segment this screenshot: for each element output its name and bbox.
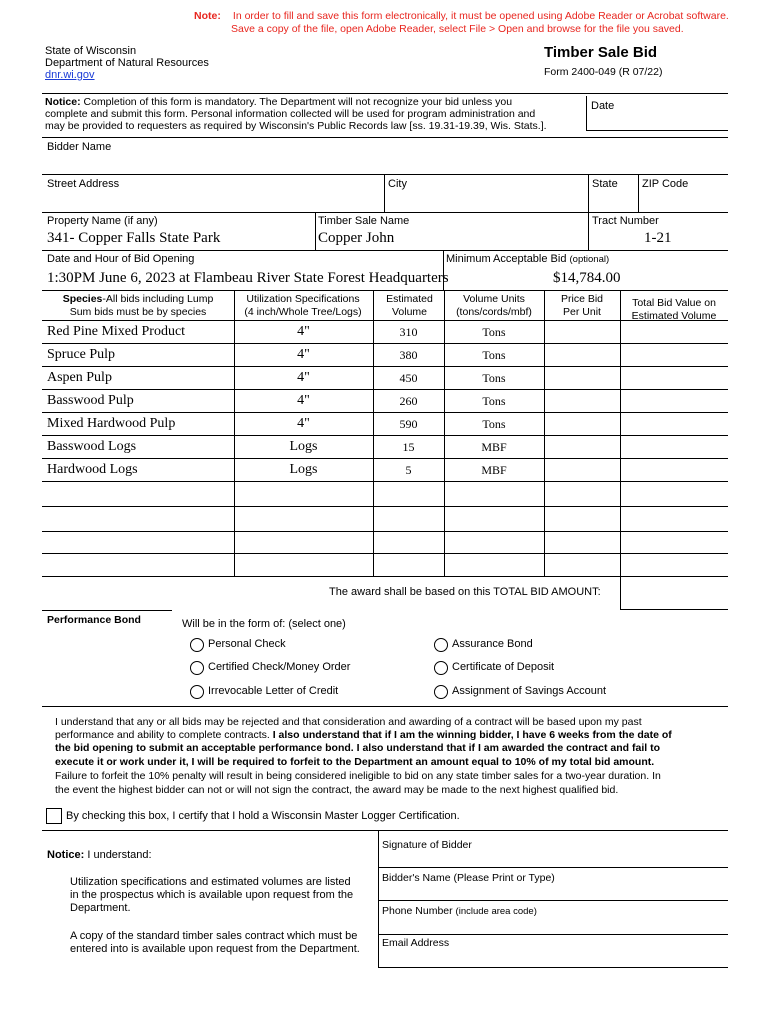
- util-header-line-2: (4 inch/Whole Tree/Logs): [244, 305, 362, 318]
- row-5-units[interactable]: Tons: [482, 417, 506, 431]
- option-certified-check: Certified Check/Money Order: [208, 661, 351, 673]
- util-header-line-1: Utilization Specifications: [246, 293, 360, 305]
- row-rule: [42, 366, 728, 367]
- phone-field[interactable]: [380, 918, 726, 932]
- notice2-item2-line1: A copy of the standard timber sales contract which must be: [70, 930, 358, 942]
- row-1-species[interactable]: Red Pine Mixed Product: [47, 324, 186, 339]
- radio-letter-credit[interactable]: [190, 685, 204, 699]
- row-6-volume[interactable]: 15: [402, 440, 415, 454]
- note-line-1: In order to fill and save this form electronically, it must be opened using Adobe Reader or Acrobat software.: [232, 10, 729, 22]
- row-4-util[interactable]: 4": [297, 393, 310, 408]
- bid-opening-value[interactable]: 1:30PM June 6, 2023 at Flambeau River State Forest Headquarters: [47, 270, 449, 286]
- row-5-total[interactable]: [622, 414, 726, 434]
- total-header-line-2: Estimated Volume: [631, 309, 717, 322]
- bid-opening-label: Date and Hour of Bid Opening: [47, 253, 195, 265]
- div-zip: [638, 174, 639, 212]
- row-1-total[interactable]: [622, 322, 726, 342]
- notice2-item1-line3: Department.: [70, 902, 131, 914]
- row-10-species[interactable]: [44, 533, 232, 553]
- option-letter-credit: Irrevocable Letter of Credit: [208, 685, 339, 697]
- min-bid-label-wrap: [446, 253, 609, 266]
- row-4-species[interactable]: Basswood Pulp: [47, 393, 134, 408]
- row-2-total[interactable]: [622, 345, 726, 365]
- row-4-volume[interactable]: 260: [399, 394, 418, 408]
- row-1-units[interactable]: Tons: [482, 325, 506, 339]
- zip-field[interactable]: [640, 192, 726, 210]
- row-3-volume[interactable]: 450: [399, 371, 418, 385]
- timber-sale-value[interactable]: Copper John: [318, 230, 395, 246]
- units-header-line-2: (tons/cords/mbf): [456, 305, 532, 318]
- total-bid-field[interactable]: [622, 578, 726, 608]
- rule-table-top: [42, 290, 728, 291]
- row-1-volume[interactable]: 310: [399, 325, 418, 339]
- row-6-total[interactable]: [622, 437, 726, 457]
- rule-street-top: [42, 174, 728, 175]
- col-units-header: [444, 293, 544, 318]
- row-7-price[interactable]: [546, 460, 618, 480]
- date-box-bottom: [586, 130, 728, 131]
- note-label: Note:: [194, 10, 221, 22]
- row-4-total[interactable]: [622, 391, 726, 411]
- agency-link[interactable]: dnr.wi.gov: [45, 69, 95, 81]
- terms-line-3: the bid opening to submit an acceptable performance bond. I also understand that if I am awarded the contract and fail to: [55, 742, 660, 754]
- min-bid-value[interactable]: $14,784.00: [553, 270, 621, 286]
- min-bid-optional: (optional): [569, 254, 610, 265]
- agency-state: State of Wisconsin: [45, 45, 137, 57]
- rule-table-header-bottom: [42, 320, 728, 321]
- species-header-line-1: [42, 293, 234, 306]
- notice2-text: I understand:: [87, 849, 152, 861]
- notice-label: Notice:: [45, 96, 81, 108]
- row-3-species[interactable]: Aspen Pulp: [47, 370, 112, 385]
- col-species-header: [42, 293, 234, 318]
- total-bid-label: The award shall be based on this TOTAL BID AMOUNT:: [329, 586, 601, 598]
- row-7-total[interactable]: [622, 460, 726, 480]
- street-label: Street Address: [47, 178, 120, 190]
- row-rule: [42, 553, 728, 554]
- row-3-price[interactable]: [546, 368, 618, 388]
- row-rule: [42, 412, 728, 413]
- row-6-units[interactable]: MBF: [481, 440, 507, 454]
- signature-field[interactable]: [380, 852, 726, 866]
- species-header-bold: Species: [62, 293, 103, 305]
- phone-label: Phone Number: [382, 905, 453, 917]
- radio-assurance-bond[interactable]: [434, 638, 448, 652]
- row-5-price[interactable]: [546, 414, 618, 434]
- bidder-name-field[interactable]: [44, 154, 726, 173]
- row-6-price[interactable]: [546, 437, 618, 457]
- form-number: Form 2400-049 (R 07/22): [544, 66, 663, 78]
- option-assurance-bond: Assurance Bond: [452, 638, 533, 650]
- units-header-line-1: Volume Units: [463, 293, 525, 305]
- volume-header-line-2: Volume: [391, 305, 428, 318]
- form-title: Timber Sale Bid: [544, 44, 658, 61]
- row-6-species[interactable]: Basswood Logs: [47, 439, 137, 454]
- row-2-price[interactable]: [546, 345, 618, 365]
- div-city: [384, 174, 385, 212]
- row-7-volume[interactable]: 5: [405, 463, 412, 477]
- bond-prompt: Will be in the form of: (select one): [182, 618, 346, 630]
- terms-line-1: I understand that any or all bids may be rejected and that consideration and awarding of a contract will be based upon my past: [55, 716, 642, 728]
- div-min-bid: [443, 250, 444, 290]
- rule-email: [378, 967, 728, 968]
- notice2-item1-line2: in the prospectus which is available upon request from the: [70, 889, 354, 901]
- bidder-name-label: Bidder Name: [47, 141, 112, 153]
- property-label: Property Name (if any): [47, 215, 158, 227]
- email-field[interactable]: [380, 950, 726, 966]
- option-personal-check: Personal Check: [208, 638, 286, 650]
- row-7-util[interactable]: Logs: [289, 462, 318, 477]
- radio-certified-check[interactable]: [190, 661, 204, 675]
- state-label: State: [592, 178, 618, 190]
- row-2-units[interactable]: Tons: [482, 348, 506, 362]
- row-4-units[interactable]: Tons: [482, 394, 506, 408]
- notice2-line: [47, 849, 152, 862]
- species-header-rest: -All bids including Lump: [102, 293, 214, 305]
- bond-title: Performance Bond: [47, 614, 141, 626]
- notice2-item1-line1: Utilization specifications and estimated volumes are listed: [70, 876, 351, 888]
- email-label: Email Address: [382, 937, 450, 949]
- min-bid-label: Minimum Acceptable Bid: [446, 253, 567, 265]
- col-total-header: [620, 297, 728, 322]
- terms-line-5: Failure to forfeit the 10% penalty will result in being considered ineligible to bid on any state timber sales for a two-year duration. In: [55, 770, 661, 782]
- terms-line-2a: performance and ability to complete contracts.: [55, 729, 270, 741]
- row-rule: [42, 481, 728, 482]
- rule-phone: [378, 934, 728, 935]
- row-rule: [42, 506, 728, 507]
- rule-table-bottom: [42, 576, 728, 577]
- vline-price: [620, 290, 621, 610]
- row-rule: [42, 531, 728, 532]
- rule-property-top: [42, 212, 728, 213]
- timber-sale-label: Timber Sale Name: [318, 215, 410, 227]
- row-7-species[interactable]: Hardwood Logs: [47, 462, 138, 477]
- notice-text-1: Completion of this form is mandatory. The Department will not recognize your bid unless you: [83, 96, 513, 108]
- option-savings-account: Assignment of Savings Account: [452, 685, 607, 697]
- rule-bottom-top: [42, 830, 728, 831]
- logger-cert-label: By checking this box, I certify that I hold a Wisconsin Master Logger Certification.: [66, 810, 460, 822]
- date-field[interactable]: [587, 112, 727, 129]
- div-timber: [315, 212, 316, 250]
- row-8-species[interactable]: [44, 483, 232, 503]
- row-rule: [42, 389, 728, 390]
- row-rule: [42, 458, 728, 459]
- logger-cert-checkbox[interactable]: [46, 808, 62, 824]
- row-4-price[interactable]: [546, 391, 618, 411]
- rule-bond-title: [42, 610, 172, 611]
- note-line-2: Save a copy of the file, open Adobe Reader, select File > Open and browse for the file you saved.: [231, 23, 684, 35]
- street-field[interactable]: [44, 192, 382, 210]
- price-header-line-1: Price Bid: [560, 293, 603, 305]
- property-value[interactable]: 341- Copper Falls State Park: [47, 230, 221, 246]
- rule-name: [378, 900, 728, 901]
- terms-line-2b: I also understand that if I am the winning bidder, I have 6 weeks from the date of: [272, 729, 672, 741]
- zip-label: ZIP Code: [642, 178, 689, 190]
- row-5-util[interactable]: 4": [297, 416, 310, 431]
- row-9-species[interactable]: [44, 508, 232, 528]
- row-2-species[interactable]: Spruce Pulp: [47, 347, 116, 362]
- vline-units: [544, 290, 545, 576]
- price-header-line-2: Per Unit: [563, 305, 601, 318]
- row-rule: [42, 435, 728, 436]
- notice-line-1: [45, 96, 512, 109]
- bidder-name-print-field[interactable]: [380, 885, 726, 899]
- bidder-name-print-label: Bidder's Name (Please Print or Type): [382, 872, 555, 884]
- row-rule: [42, 343, 728, 344]
- row-3-total[interactable]: [622, 368, 726, 388]
- option-certificate-deposit: Certificate of Deposit: [452, 661, 555, 673]
- div-tract: [588, 212, 589, 250]
- tract-value[interactable]: 1-21: [644, 230, 672, 246]
- phone-hint: (include area code): [455, 906, 537, 917]
- city-field[interactable]: [386, 192, 586, 210]
- row-5-species[interactable]: Mixed Hardwood Pulp: [47, 416, 176, 431]
- col-util-header: [234, 293, 372, 318]
- row-1-util[interactable]: 4": [297, 324, 310, 339]
- notice2-item2-line2: entered into is available upon request from the Department.: [70, 943, 360, 955]
- signature-label: Signature of Bidder: [382, 839, 472, 851]
- row-5-volume[interactable]: 590: [399, 417, 418, 431]
- rule-total-bottom: [620, 609, 728, 610]
- col-volume-header: [375, 293, 444, 318]
- terms-line-2: [55, 729, 672, 742]
- rule-opening-top: [42, 250, 728, 251]
- species-header-line-2: Sum bids must be by species: [69, 305, 207, 318]
- radio-savings-account[interactable]: [434, 685, 448, 699]
- terms-line-4: execute it or work under it, I will be required to forfeit to the Department an amount equal to 10% of my total bid amount.: [55, 756, 655, 768]
- row-2-util[interactable]: 4": [297, 347, 310, 362]
- tract-label: Tract Number: [592, 215, 659, 227]
- rule-bidder-top: [42, 137, 728, 138]
- radio-certificate-deposit[interactable]: [434, 661, 448, 675]
- row-7-units[interactable]: MBF: [481, 463, 507, 477]
- form-note: [194, 10, 729, 23]
- state-field[interactable]: [590, 192, 636, 210]
- radio-personal-check[interactable]: [190, 638, 204, 652]
- phone-label-wrap: [382, 905, 537, 918]
- row-3-util[interactable]: 4": [297, 370, 310, 385]
- row-6-util[interactable]: Logs: [289, 439, 318, 454]
- city-label: City: [388, 178, 407, 190]
- rule-terms-top: [42, 706, 728, 707]
- rule-top: [42, 93, 728, 94]
- rule-sig: [378, 867, 728, 868]
- notice2-label: Notice:: [47, 849, 85, 861]
- notice-line-3: may be provided to requesters as required by Wisconsin's Public Records law [ss. 19.31-19.39, Wis. Stats.].: [45, 120, 547, 132]
- row-2-volume[interactable]: 380: [399, 348, 418, 362]
- row-11-species[interactable]: [44, 555, 232, 574]
- terms-line-6: the event the highest bidder can not or will not sign the contract, the award may be made to the next highest qualified bid.: [55, 784, 619, 796]
- volume-header-line-1: Estimated: [386, 293, 433, 305]
- row-1-price[interactable]: [546, 322, 618, 342]
- notice-line-2: complete and submit this form. Personal information collected will be used for program administration and: [45, 108, 536, 120]
- sig-block-left: [378, 830, 379, 968]
- date-label: Date: [591, 100, 615, 112]
- col-price-header: [544, 293, 620, 318]
- row-3-units[interactable]: Tons: [482, 371, 506, 385]
- total-header-line-1: Total Bid Value on: [632, 297, 716, 309]
- agency-department: Department of Natural Resources: [45, 57, 209, 69]
- div-state: [588, 174, 589, 212]
